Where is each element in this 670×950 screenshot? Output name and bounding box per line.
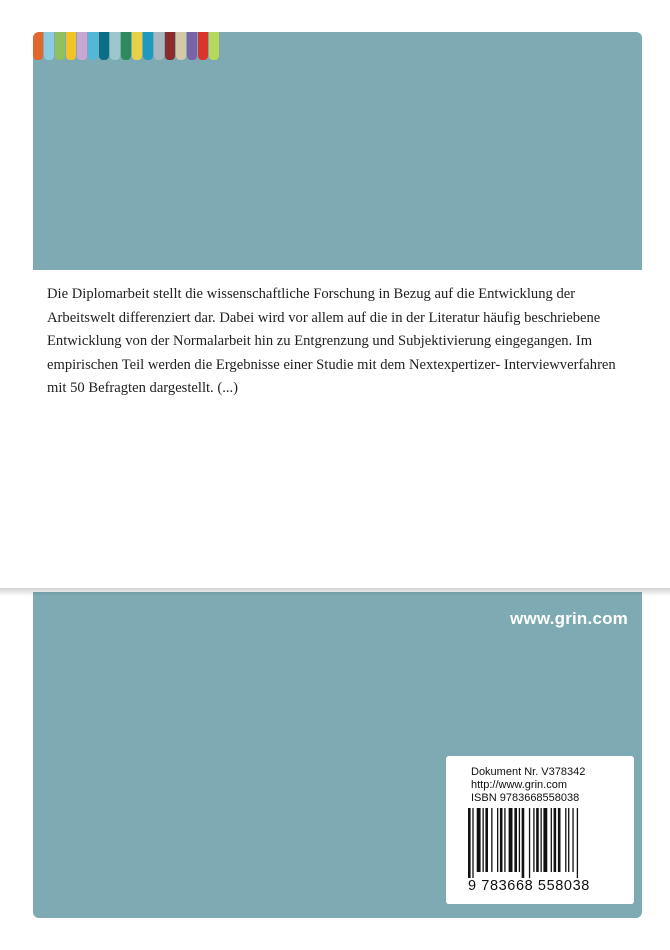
color-stripe — [132, 32, 142, 60]
color-stripe — [121, 32, 131, 60]
document-number: Dokument Nr. V378342 — [471, 766, 586, 778]
color-stripe — [154, 32, 164, 60]
blurb-section — [0, 270, 670, 592]
color-stripe — [55, 32, 65, 60]
barcode-bar — [514, 808, 517, 872]
barcode-bar — [491, 808, 492, 872]
barcode-image — [466, 808, 616, 878]
barcode-bar — [519, 808, 520, 872]
color-stripe — [176, 32, 186, 60]
color-stripe — [33, 32, 43, 60]
barcode-bar — [558, 808, 561, 872]
barcode-bar — [541, 808, 542, 872]
barcode-bar — [477, 808, 481, 872]
color-stripe — [187, 32, 197, 60]
barcode-bar — [543, 808, 547, 872]
barcode-bar — [577, 808, 578, 878]
barcode-bar — [522, 808, 525, 878]
barcode-bar — [485, 808, 488, 872]
barcode-bar — [554, 808, 557, 872]
color-stripe — [143, 32, 153, 60]
barcode-bar — [509, 808, 513, 872]
barcode-url: http://www.grin.com — [471, 779, 567, 791]
barcode-bar — [536, 808, 539, 872]
top-color-panel — [33, 32, 642, 270]
barcode-bar — [504, 808, 505, 872]
blurb-text: Die Diplomarbeit stellt die wissenschaftliche Forschung in Bezug auf die Entwicklung der Arbeitswelt differenziert dar. Dabei wird vor allem auf die in der Literatur häufig beschriebene Entwicklung von der Normalarbeit hin zu Entgrenzung und Subjektivierung eingegangen. Im empirischen Teil werden die Ergebnisse einer Studie mit dem Nextexpertizer- Interviewverfahren mit 50 Befragten dargestellt. (...) — [47, 286, 616, 397]
barcode-bar — [472, 808, 473, 878]
color-stripe — [165, 32, 175, 60]
isbn: ISBN 9783668558038 — [471, 792, 580, 804]
color-stripe — [44, 32, 54, 60]
color-stripe — [110, 32, 120, 60]
page-shadow — [0, 588, 670, 596]
barcode-bar — [483, 808, 484, 872]
barcode-bar — [529, 808, 530, 878]
color-stripe — [99, 32, 109, 60]
barcode-box — [446, 756, 634, 904]
color-stripe — [88, 32, 98, 60]
color-stripe — [198, 32, 208, 60]
color-stripe — [66, 32, 76, 60]
barcode-bar — [497, 808, 498, 872]
barcode-digits: 9 783668 558038 — [468, 878, 590, 894]
color-stripe — [209, 32, 219, 60]
barcode-bar — [500, 808, 503, 872]
barcode-bar — [551, 808, 552, 872]
barcode-bar — [572, 808, 573, 872]
barcode-bar — [468, 808, 471, 878]
publisher-url[interactable]: www.grin.com — [510, 609, 628, 628]
color-stripe — [77, 32, 87, 60]
barcode-bar — [533, 808, 534, 872]
color-strip — [33, 32, 220, 60]
barcode-bar — [565, 808, 566, 872]
barcode-bar — [568, 808, 569, 872]
